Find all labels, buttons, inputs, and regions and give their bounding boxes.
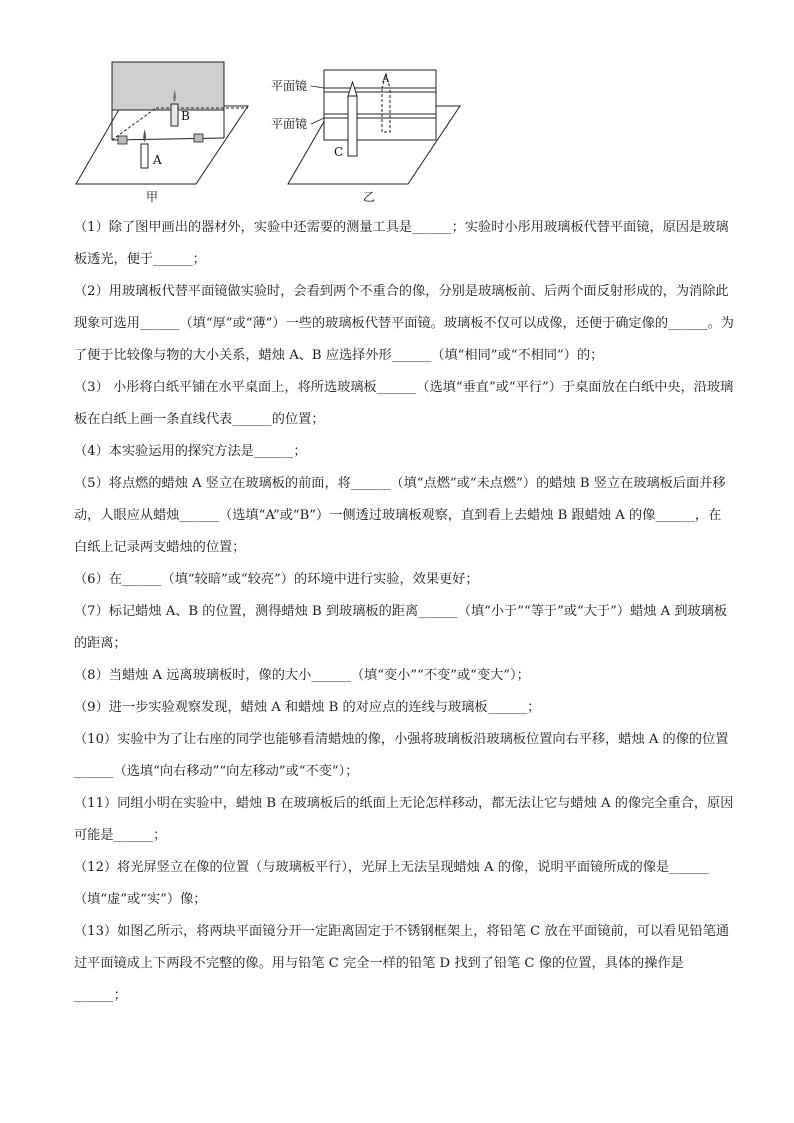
question-11: （11）同组小明在实验中，蜡烛 B 在玻璃板后的纸面上无论怎样移动，都无法让它与蜡烛 A 的像完全重合，原因可能是______； <box>74 796 734 843</box>
figure-yi <box>271 70 460 204</box>
question-4: （4）本实验运用的探究方法是______； <box>74 444 307 459</box>
question-7: （7）标记蜡烛 A、B 的位置，测得蜡烛 B 到玻璃板的距离______（填“小于”“等于”或“大于”）蜡烛 A 到玻璃板的距离； <box>74 604 728 651</box>
question-3: （3） 小彤将白纸平铺在水平桌面上，将所选玻璃板______（选填“垂直”或“平行”）于桌面放在白纸中央，沿玻璃板在白纸上画一条直线代表______的位置； <box>74 380 734 427</box>
question-10: （10）实验中为了让右座的同学也能够看清蜡烛的像，小强将玻璃板沿玻璃板位置向右平移，蜡烛 A 的像的位置______（选填“向右移动”“向左移动”或“不变”）； <box>74 732 729 779</box>
question-8: （8）当蜡烛 A 远离玻璃板时，像的大小______（填“变小”“不变”或“变大”）； <box>74 668 530 683</box>
question-13: （13）如图乙所示，将两块平面镜分开一定距离固定于不锈钢框架上，将铅笔 C 放在平面镜前，可以看见铅笔通过平面镜成上下两段不完整的像。用与铅笔 C 完全一样的铅笔 D 找到了铅笔 C 像的位置，具体的操作是______； <box>74 924 730 1003</box>
question-12: （12）将光屏竖立在像的位置（与玻璃板平行），光屏上无法呈现蜡烛 A 的像，说明平面镜所成的像是______（填“虚”或“实”）像； <box>74 860 709 907</box>
figure-jia <box>76 62 248 204</box>
label-a-top: A <box>382 74 390 85</box>
question-1: （1）除了图甲画出的器材外，实验中还需要的测量工具是______；实验时小彤用玻璃板代替平面镜，原因是玻璃板透光，便于______； <box>74 220 729 267</box>
clip-right <box>194 134 203 142</box>
mirror-label-bottom: 平面镜 <box>271 117 308 131</box>
pencil-c <box>348 96 357 156</box>
candle-b <box>171 104 178 126</box>
table-plane <box>76 106 248 184</box>
glass-plate <box>112 62 224 110</box>
mirror-label-top: 平面镜 <box>271 79 308 93</box>
label-b: B <box>181 109 190 123</box>
question-2: （2）用玻璃板代替平面镜做实验时，会看到两个不重合的像，分别是玻璃板前、后两个面反射形成的，为消除此现象可选用______（填“厚”或“薄”）一些的玻璃板代替平面镜。玻璃板不仅可以成像，还便于确定像的______。为了便于比较像与物的大小关系，蜡烛 A、B 应选择外形______（填“相同”或“不相同”）的； <box>74 284 734 363</box>
label-c: C <box>334 145 344 159</box>
question-9: （9）进一步实验观察发现，蜡烛 A 和蜡烛 B 的对应点的连线与玻璃板______； <box>74 700 541 715</box>
question-list <box>74 212 734 1012</box>
experiment-figure <box>66 56 486 206</box>
figure-label-jia: 甲 <box>146 190 159 204</box>
figure-label-yi: 乙 <box>363 190 376 204</box>
question-5: （5）将点燃的蜡烛 A 竖立在玻璃板的前面，将______（填“点燃”或“未点燃”）的蜡烛 B 竖立在玻璃板后面并移动，人眼应从蜡烛______（选填“A”或“B”）一侧透过玻璃板观察，直到看上去蜡烛 B 跟蜡烛 A 的像______，在白纸上记录两支蜡烛的位置； <box>74 476 726 555</box>
candle-a <box>141 144 148 168</box>
label-a: A <box>153 153 162 167</box>
steel-frame <box>324 70 436 140</box>
question-6: （6）在______（填“较暗”或“较亮”）的环境中进行实验，效果更好； <box>74 572 479 587</box>
clip-left <box>118 136 127 144</box>
figure-svg <box>66 56 486 206</box>
